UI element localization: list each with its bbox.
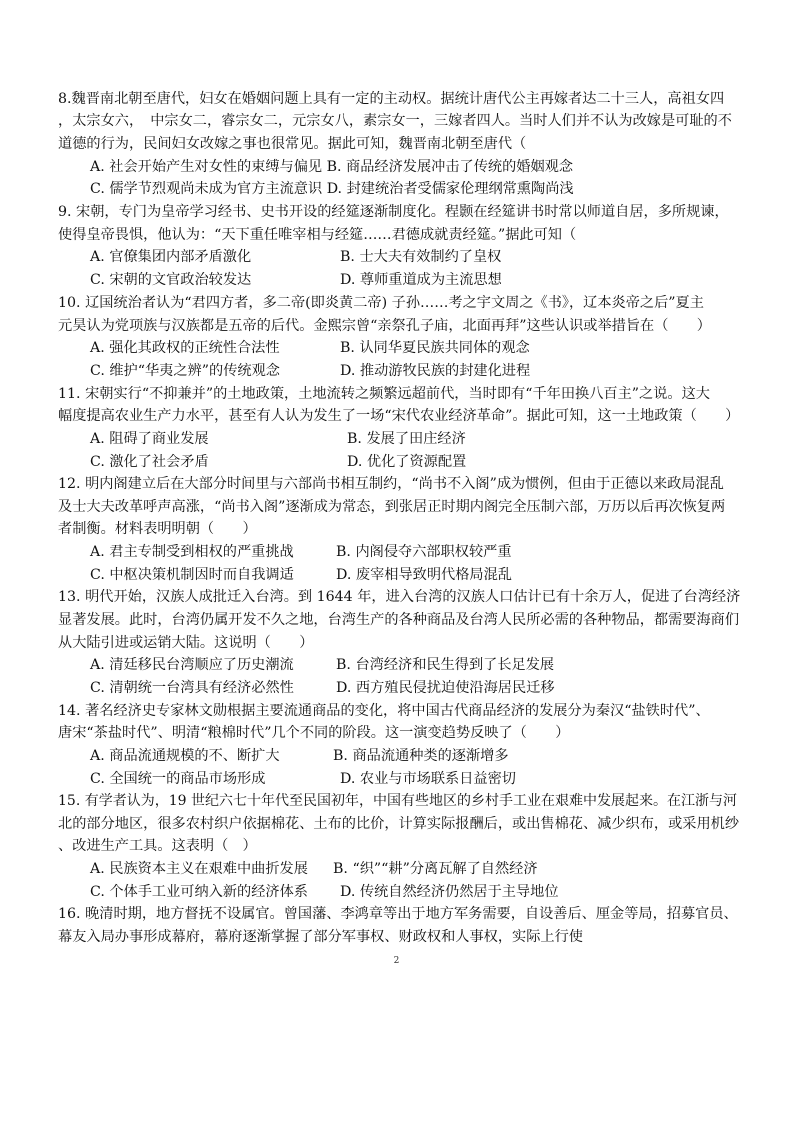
question-9-stem-line-2: 使得皇帝畏惧，他认为：“天下重任唯宰相与经筵……君德成就责经筵。”据此可知（ xyxy=(58,227,577,243)
question-11-stem-line-2: 幅度提高农业生产力水平，甚至有人认为发生了一场“宋代农业经济革命”。据此可知，这一土地政策（ ） xyxy=(58,408,740,424)
question-14-stem-line-2: 唐宋“茶盐时代”、明清“粮棉时代”几个不同的阶段。这一演变趋势反映了（ ） xyxy=(58,725,570,741)
question-9-option-c: C. 宋朝的文官政治较发达 xyxy=(90,272,252,288)
question-9-option-a: A. 官僚集团内部矛盾激化 xyxy=(90,249,252,265)
question-8-stem-line-2: ，太宗女六， 中宗女二，睿宗女二，元宗女八，素宗女一，三嫁者四人。当时人们并不认为改嫁是可耻的不 xyxy=(58,113,732,129)
question-12-stem-line-1: 12. 明内阁建立后在大部分时间里与六部尚书相互制约，“尚书不入阁”成为惯例，但由于正德以来政局混乱 xyxy=(58,476,724,492)
question-8-stem-line-1: 8.魏晋南北朝至唐代，妇女在婚姻问题上具有一定的主动权。据统计唐代公主再嫁者达二十三人，高祖女四 xyxy=(58,91,725,107)
question-13-stem-line-2: 显著发展。此时，台湾仍属开发不久之地，台湾生产的各种商品及台湾人民所必需的各种物品，都需要海商们 xyxy=(58,612,740,628)
question-10-option-d: D. 推动游牧民族的封建化进程 xyxy=(340,363,531,379)
question-10-stem-line-2: 元昊认为党项族与汉族都是五帝的后代。金熙宗曾“亲祭孔子庙，北面再拜”这些认识或举措旨在（ ） xyxy=(58,318,711,334)
question-11-stem-line-1: 11. 宋朝实行“不抑兼并”的土地政策，土地流转之频繁远超前代，当时即有“千年田换八百主”之说。这大 xyxy=(58,386,710,402)
question-10-option-b: B. 认同华夏民族共同体的观念 xyxy=(340,340,530,356)
question-12-option-a: A. 君主专制受到相权的严重挑战 xyxy=(90,544,294,560)
question-11-option-d: D. 优化了资源配置 xyxy=(347,454,467,470)
question-9-option-b: B. 士大夫有效制约了皇权 xyxy=(340,249,502,265)
question-12-stem-line-3: 者制衡。材料表明明朝（ ） xyxy=(58,521,257,537)
question-13-stem-line-1: 13. 明代开始，汉族人成批迁入台湾。到 1644 年，进入台湾的汉族人口估计已有十余万人，促进了台湾经济 xyxy=(58,589,741,605)
question-13-option-d: D. 西方殖民侵扰迫使沿海居民迁移 xyxy=(336,680,555,696)
question-12-option-d: D. 废宰相导致明代格局混乱 xyxy=(336,567,512,583)
question-14-option-c: C. 全国统一的商品市场形成 xyxy=(90,771,266,787)
question-9-stem-line-1: 9. 宋朝，专门为皇帝学习经书、史书开设的经筵逐渐制度化。程颢在经筵讲书时常以师道自居，多所规谏， xyxy=(58,204,729,220)
question-15-option-d: D. 传统自然经济仍然居于主导地位 xyxy=(340,884,559,900)
question-15-stem-line-1: 15. 有学者认为，19 世纪六七十年代至民国初年，中国有些地区的乡村手工业在艰难中发展起来。在江浙与河 xyxy=(58,793,737,809)
question-8-option-cd: C. 儒学节烈观尚未成为官方主流意识 D. 封建统治者受儒家伦理纲常熏陶尚浅 xyxy=(90,181,574,197)
question-12-stem-line-2: 及士大夫改革呼声高涨，“尚书入阁”逐渐成为常态，到张居正时期内阁完全压制六部，万历以后再次恢复两 xyxy=(58,499,726,515)
page-number: 2 xyxy=(393,956,400,966)
question-12-option-b: B. 内阁侵夺六部职权较严重 xyxy=(336,544,512,560)
question-14-option-a: A. 商品流通规模的不、断扩大 xyxy=(90,748,280,764)
question-15-option-b: B. “织”“耕”分离瓦解了自然经济 xyxy=(333,861,538,877)
question-11-option-a: A. 阻碍了商业发展 xyxy=(90,431,209,447)
question-10-stem-line-1: 10. 辽国统治者认为“君四方者，多二帝(即炎黄二帝) 子孙……考之宇文周之《书》，辽本炎帝之后”夏主 xyxy=(58,295,704,311)
question-16-stem-line-1: 16. 晚清时期，地方督抚不设属官。曾国藩、李鸿章等出于地方军务需要，自设善后、厘金等局，招募官员、 xyxy=(58,906,738,922)
question-16-stem-line-2: 幕友入局办事形成幕府，幕府逐渐掌握了部分军事权、财政权和人事权，实际上行使 xyxy=(58,929,583,945)
question-12-option-c: C. 中枢决策机制因时而自我调适 xyxy=(90,567,294,583)
question-13-stem-line-3: 从大陆引进或运销大陆。这说明（ ） xyxy=(58,635,314,651)
question-11-option-c: C. 激化了社会矛盾 xyxy=(90,454,209,470)
question-11-option-b: B. 发展了田庄经济 xyxy=(347,431,466,447)
question-13-option-c: C. 清朝统一台湾具有经济必然性 xyxy=(90,680,294,696)
question-13-option-a: A. 清廷移民台湾顺应了历史潮流 xyxy=(90,657,294,673)
question-15-stem-line-2: 北的部分地区，很多农村织户依据棉花、土布的比价，计算实际报酬后，或出售棉花、减少织布，或采用机纱 xyxy=(58,816,740,832)
question-15-option-a: A. 民族资本主义在艰难中曲折发展 xyxy=(90,861,308,877)
question-15-option-c: C. 个体手工业可纳入新的经济体系 xyxy=(90,884,308,900)
question-9-option-d: D. 尊师重道成为主流思想 xyxy=(340,272,502,288)
question-14-option-b: B. 商品流通种类的逐渐增多 xyxy=(333,748,509,764)
question-10-option-a: A. 强化其政权的正统性合法性 xyxy=(90,340,280,356)
question-13-option-b: B. 台湾经济和民生得到了长足发展 xyxy=(336,657,555,673)
question-8-option-ab: A. 社会开始产生对女性的束缚与偏见 B. 商品经济发展冲击了传统的婚姻观念 xyxy=(90,159,574,175)
question-8-stem-line-3: 道德的行为，民间妇女改嫁之事也很常见。据此可知，魏晋南北朝至唐代（ xyxy=(58,136,527,152)
question-15-stem-line-3: 、改进生产工具。这表明（ ） xyxy=(58,838,257,854)
question-14-option-d: D. 农业与市场联系日益密切 xyxy=(340,771,516,787)
question-10-option-c: C. 维护“华夷之辨”的传统观念 xyxy=(90,363,280,379)
question-14-stem-line-1: 14. 著名经济史专家林文勋根据主要流通商品的变化，将中国古代商品经济的发展分为秦汉“盐铁时代”、 xyxy=(58,703,710,719)
